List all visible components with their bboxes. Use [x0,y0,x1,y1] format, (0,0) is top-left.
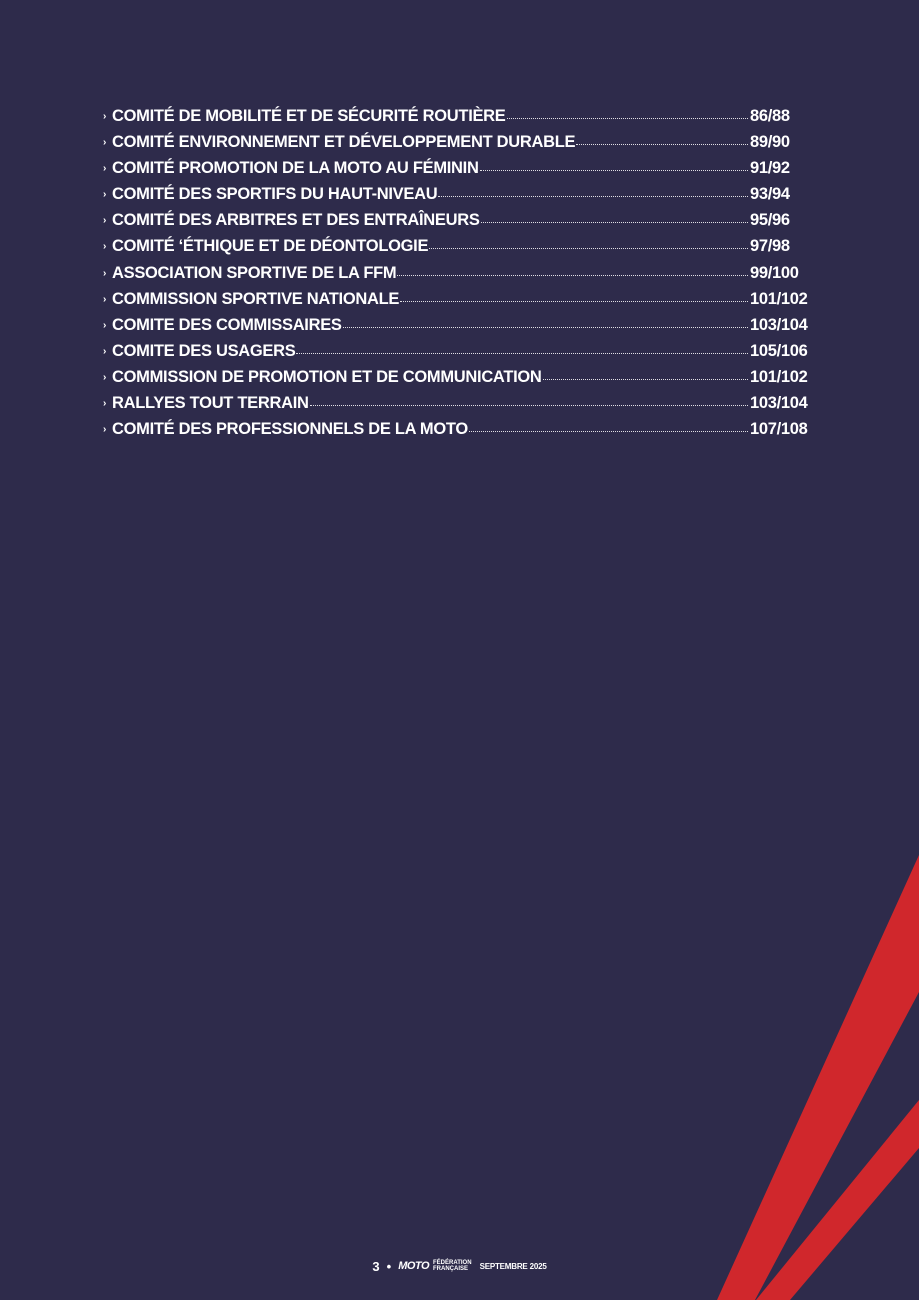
chevron-right-icon: › [103,163,107,175]
footer-separator: • [386,1258,392,1274]
toc-entry-pages: 103/104 [750,394,808,413]
toc-entry-pages: 86/88 [750,107,790,125]
chevron-right-icon: › [103,345,107,357]
ffm-logo [398,1260,479,1273]
toc-entry-pages: 107/108 [750,420,808,439]
logo-federation-text [433,1260,472,1273]
toc-entry-pages: 93/94 [750,185,790,204]
toc-entry-pages: 99/100 [750,263,799,282]
toc-entry-title: COMITÉ ENVIRONNEMENT ET DÉVELOPPEMENT DURABLE [112,133,576,152]
chevron-right-icon: › [103,111,107,122]
chevron-right-icon: › [103,137,107,149]
page-number: 3 [372,1258,380,1274]
toc-entry-pages: 105/106 [750,341,808,360]
toc-entry-title: COMITE DES COMMISSAIRES [112,315,342,334]
toc-entry-pages: 97/98 [750,237,790,256]
logo-line-1: FÉDÉRATION [433,1259,472,1266]
chevron-right-icon: › [103,215,107,227]
toc-entry-pages: 101/102 [750,367,808,386]
chevron-right-icon: › [103,319,107,331]
toc-entry-title: COMITÉ PROMOTION DE LA MOTO AU FÉMININ [112,159,479,178]
page-footer [0,1254,919,1278]
toc-entry-title: COMITÉ DES SPORTIFS DU HAUT-NIVEAU [112,185,438,204]
toc-entry-pages: 89/90 [750,133,790,152]
chevron-right-icon: › [103,371,107,383]
toc-entry-title: COMITE DES USAGERS [112,341,296,360]
logo-line-2: FRANÇAISE [433,1266,469,1272]
toc-entry-title: COMITÉ ‘ÉTHIQUE ET DE DÉONTOLOGIE [112,237,429,256]
toc-entry-pages: 95/96 [750,211,790,230]
toc-entry-pages: 103/104 [750,315,808,334]
toc-entry-title: COMITÉ DES ARBITRES ET DES ENTRAÎNEURS [112,211,480,230]
chevron-right-icon: › [103,241,107,253]
toc-entry-title: COMITÉ DE MOBILITÉ ET DE SÉCURITÉ ROUTIÈRE [112,107,506,125]
logo-moto-wordmark: MOTO [398,1260,429,1272]
chevron-right-icon: › [103,189,107,201]
toc-entry-title: COMMISSION DE PROMOTION ET DE COMMUNICATION [112,367,542,386]
publication-date: SEPTEMBRE 2025 [479,1261,547,1271]
chevron-right-icon: › [103,267,107,279]
toc-entry-title: COMMISSION SPORTIVE NATIONALE [112,289,400,308]
toc-entry-pages: 91/92 [750,159,790,178]
chevron-right-icon: › [103,398,107,410]
toc-entry-pages: 101/102 [750,289,808,308]
chevron-right-icon: › [103,424,107,436]
toc-entry-title: COMITÉ DES PROFESSIONNELS DE LA MOTO [112,420,468,439]
toc-entry-title: ASSOCIATION SPORTIVE DE LA FFM [112,263,397,282]
toc-entry-title: RALLYES TOUT TERRAIN [112,394,309,413]
chevron-right-icon: › [103,293,107,305]
